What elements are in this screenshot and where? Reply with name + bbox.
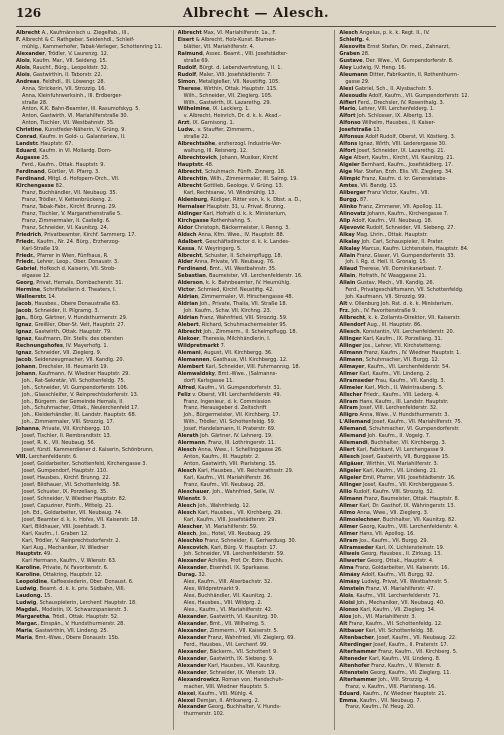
directory-entry: Josef, Bildhauer, VII. Schottenfeldg. 58. <box>22 481 121 488</box>
directory-entry: Andreas, Feldhdl., III. Löwengr. 28. <box>16 78 106 85</box>
directory-entry: Allain Gustav, Mech., VII. Kandlg. 26. <box>339 280 435 287</box>
directory-entry: Joh., Glasschleifer, V. Reinprechtsdorferstr. 13. <box>22 391 139 398</box>
directory-entry: Wilhelmine, IX. Lackierg. 1. <box>177 106 250 113</box>
directory-entry: Anton, Gastwirth, VIII. Piaristeng. 15. <box>183 461 277 468</box>
page-number: 126 <box>16 6 42 20</box>
directory-entry: Alesch Joh., Wahnfriedg. 12. <box>177 502 251 509</box>
directory-entry: Alexander, Eisenhdl. IX. Sparkasse. <box>177 565 270 572</box>
directory-column-2 <box>178 30 336 730</box>
directory-entry: Anton, Kaufm., III. Hauptstr. 2. <box>183 454 260 461</box>
directory-entry: Ignaz, Gastwirth, Ottak. Hauptstr. 79. <box>16 328 112 335</box>
directory-entry: Albrecht Max, VI. Mariahilferstr. 1a., F. <box>177 30 276 36</box>
directory-entry: Allesch Josef, Gastwirth, VII. Burggasse 15. <box>339 454 450 461</box>
directory-entry: Alesch Angelus, p. k. k. Regt. II., IV. <box>339 30 430 36</box>
directory-entry: Augasse 25. <box>16 155 50 162</box>
directory-entry: Alexander, Gastwirth, VI. Kaunitzg. 30. <box>177 614 279 621</box>
directory-entry: Alligro Anna, Wwe., V. Hundsthurmerstr. 3. <box>339 412 450 419</box>
directory-entry: Kirchgasse Rothenhahng. 5. <box>177 217 252 224</box>
directory-entry: Josefstraße 13. <box>339 127 382 134</box>
directory-entry: Alt Franz, Kaufm., VII. Schottenfeldg. 12. <box>339 621 443 628</box>
directory-entry: Josef, Gumpendorf, Hauptstr. 110. <box>22 468 108 475</box>
directory-entry: Alterhammer Joh., VIII. Strozzig. 4. <box>339 676 430 683</box>
directory-entry: Allemandi, Buchhalter, VII. Kirchbergg. 3. <box>339 440 447 447</box>
directory-entry: Alfieri Ferd., Drechsler, IV. Rosenthalg. 3. <box>339 99 445 106</box>
directory-entry: Allmer Karl, Kaufm., VII. Lindeng. 2. <box>339 370 431 377</box>
directory-entry: Alemannen, Gasthaus, VII. Kirchbergg. 12. <box>177 356 288 363</box>
directory-entry: Alkalay Marcus, Kaufm. Lichtenstein, Hauptstr. 84. <box>339 245 469 252</box>
directory-entry: Franz, Tischler, V. Margarethenstraße 5. <box>22 210 122 217</box>
directory-entry: Alexander, Bäckerm., VII. Schottenf. 9. <box>177 648 278 655</box>
directory-entry: Anton, Tischler, VII. Westbahnstr. 35. <box>22 120 115 127</box>
directory-entry: Allgäuer, Wirthin, VII. Mariahilferstr. 3. <box>339 461 439 468</box>
directory-entry: Alexander Karl, Hausbes., VII. Kaunitzg. <box>177 662 281 669</box>
directory-entry: Alkay Mag. Lhrin., Ottak. Hauptstr. <box>339 231 428 238</box>
directory-entry: Ludw., v. Stauffer, Zimmerm., <box>177 127 255 134</box>
directory-entry: Alfons Ignaz, Wirth, VIII. Lederergasse 30. <box>339 141 447 148</box>
directory-entry: Gustave, Der. Wwe., VI. Gumpendorferstr. 8. <box>339 57 454 64</box>
directory-entry: Albrecht Joh., Zimmerm., II. Scheimpflugg. 18. <box>177 328 298 335</box>
directory-entry: Alerath Joh. Gärtner, IV. Lehnerg. 19. <box>177 433 273 440</box>
directory-entry: Aldrian, Zimmermaler, VI. Hirschengasse 48. <box>177 294 294 301</box>
directory-entry: Wallnerstr. 14. <box>16 294 57 301</box>
directory-entry: Allmer Karl, Dr. Gasthof, IX. Währingerstr. 13. <box>339 502 456 509</box>
directory-entry: Joh. Schneider, VII. Lerchenfelderstr. 59. <box>183 551 285 558</box>
directory-entry: Alinovatz Johann, Kaufm., Kirchengasse 7. <box>339 210 449 217</box>
directory-entry: Victor, Schmied, Kirchf. Neustiftg. 42. <box>177 287 274 294</box>
directory-entry: Joh. Ed., Goldarbeiter, VII. Neubaug. 74. <box>22 509 123 516</box>
directory-entry: Albrecht A., Kaufmännisch u. Ziegelfab., III., <box>16 30 130 36</box>
directory-entry: Allendorf Aug., III. Hauptstr. 86. <box>339 322 422 329</box>
directory-entry: Alex, Kaufm., VIII. Alserbachstr. 32. <box>183 579 272 586</box>
directory-entry: Rudolf, Maler, VIII. Josefstädterstr. 7. <box>177 71 272 78</box>
directory-entry: Ferdinand, Bmt., VII. Westbahnstr. 35. <box>177 266 277 273</box>
directory-entry: Hauptstr. 48. <box>177 162 214 169</box>
directory-entry: Allram Josef, VIII. Lerchenfelderstr. 32. <box>339 405 438 412</box>
directory-entry: Anna, Strickerin, VII. Strozzig. 16. <box>22 85 107 92</box>
directory-entry: Allgeier Karl, Kaufm., VII. Lindeng. 21. <box>339 468 438 475</box>
directory-entry: Friedrich, Privatbeamter, Kirchf. Sammerg. 17. <box>16 231 137 238</box>
directory-entry: Ferd., Hausbes., VII. Lerchenf. 99. <box>183 641 268 648</box>
directory-entry: Franz, Kaufm., IV. Heug. 20. <box>345 704 415 711</box>
directory-entry: Alermann, Franz, III. Lothringerstr. 11. <box>177 440 276 447</box>
directory-entry: Allinger Jos., Lehrer, VII. Kirchstetterng. <box>339 342 442 349</box>
directory-entry: Josef, Tischler, II. Rembrandtstr. 13. <box>22 433 112 440</box>
directory-entry: Feliz v. Oberst, VIII. Lerchenfelderstr. 49. <box>177 391 282 398</box>
directory-entry: Karl Hermann, Kaufm., V. Wienstr. 63. <box>22 558 117 565</box>
directory-entry: Durag. 32. <box>177 572 207 579</box>
directory-entry: Jgn., Bürg. Gärtner, V. Hundsthurmerstr. 29. <box>16 315 128 322</box>
directory-entry: Hermine, Schriftstellerin d. Theaters, I. <box>16 287 117 294</box>
directory-entry: Alma Franz, Goldarbeiter, VII. Kaiserstr. 16. <box>339 565 450 572</box>
directory-entry: Kassa, IV. Weyringerg. 5. <box>177 245 242 252</box>
directory-entry: Alge Mar. Stefan, Erzh. Elis. VII. Zieglerg. 34. <box>339 169 453 176</box>
directory-entry: Aldenburg, Rüdiger, Ritter von, k. k. Dbst. a. D., <box>177 196 302 203</box>
directory-entry: Alexander, Bmt., VII. Wilhelmg. 5. <box>177 621 266 628</box>
directory-entry: Karl, Kaufm., I. Graben 12. <box>22 530 89 537</box>
directory-entry: Alex, Buchhändler, VII. Kaunitzg. 2. <box>183 593 273 600</box>
directory-entry: Aldrian Joh., Private, Thalia, VII. Straße 18. <box>177 301 288 308</box>
directory-entry: Altenbacher, Josef, Kaufm., VII. Neubaug. 22. <box>339 634 457 641</box>
directory-entry: Aleschko Franz, Schneider, II. Gerhardusg. 30. <box>177 537 297 544</box>
directory-entry: Allwerter Georg, Ottak., Hauptstr. 4. <box>339 558 434 565</box>
directory-entry: Franz, Zimmermaler, II. Castellg. 6. <box>22 217 111 224</box>
directory-entry: Joh. Kaufmann, VII. Strozzig. 99. <box>345 294 426 301</box>
directory-entry: Magdal., Modistin, IX. Schwarzspanierstr. 3. <box>16 607 129 614</box>
directory-entry: Alexander, Zimmerm., VII. Kaiserstr. 5. <box>177 627 279 634</box>
directory-entry: Almásy Adolf, Kaufm., VII. Burgg. 92. <box>339 572 435 579</box>
directory-entry: Joh., Zimmermaler, VIII. Strozzig. 17. <box>22 419 115 426</box>
directory-entry: Allain, Hofrath, IV. Waaggasse 21. <box>339 273 427 280</box>
directory-entry: Conrad, Kaufm. in Gold- u. Galanteriew., II. <box>16 134 126 141</box>
directory-entry: Alois, Kaufm. Mar., VII. Seideng. 15. <box>16 57 108 64</box>
directory-entry: Alinko Franz, Zimmerer, VII. Apollog. 11. <box>339 203 443 210</box>
directory-entry: Aleumann Ditter, Fabrikantin, II. Rothenthurm- <box>339 71 459 78</box>
directory-entry: Aldsch Anna, Kfm. Wwe., IV. Hauptstr. 88. <box>177 231 285 238</box>
directory-entry: Johann, Kaufmann, IV. Wiedner Hauptstr. 29. <box>16 370 130 377</box>
directory-entry: Albrecht, Schuhmach. Fünfh. Zinnerg. 18. <box>177 169 286 176</box>
directory-entry: Allgeier Emil, Pfarrer, VIII. Josefstädterstr. 16. <box>339 475 456 481</box>
directory-entry: Alexander, Gastwirth, IX. Siebeng. 9. <box>177 655 274 662</box>
directory-entry: Emma, Kaufm., VII. Neubaug. 7. <box>339 697 422 704</box>
directory-entry: Franz, Herausgeber d. Zeitschrift <box>183 405 267 412</box>
directory-entry: Wildpretmarkt 7. <box>177 342 226 349</box>
directory-entry: Georg, Privat, Hernals, Dornbacherstr. 31. <box>16 280 124 287</box>
directory-entry: Karl-Straße 19. <box>22 245 60 252</box>
directory-entry: Frz. Joh., IV. Favoritenstraße 9. <box>339 308 417 315</box>
directory-entry: Alterhammer Franz, Kaufm., VII. Kirchberg. 5. <box>339 648 458 655</box>
directory-entry: Alt v. Ollenburg Joh. Rst. d. k. k. Ministerium, <box>339 301 453 308</box>
directory-entry: Karoline, Ottakring, Hauptstr. 12. <box>16 572 103 579</box>
directory-entry: Allert Karl, Fabrikant, VI. Lerchengasse 9. <box>339 447 446 454</box>
directory-entry: Alesch Karl, Hausbes., VII. Kirchberg. 29. <box>177 509 283 516</box>
directory-entry: Ferd., Kaufm., Ottak. Hauptstr. 9. <box>22 162 106 169</box>
directory-entry: Allmoslechner, Buchhalter, VII. Kaunitzg. 82. <box>339 516 457 523</box>
directory-entry: L'Allemand Josef, Kaufm., VII. Mariahilferstr. 75. <box>339 419 463 426</box>
directory-entry: elgasse 12. <box>22 273 51 280</box>
directory-entry: Simon, Metallgießer, VII. Neustiftg. 105. <box>177 78 280 85</box>
directory-entry: Franz, v. Kaufm., VIII. Piaristeng. 16. <box>345 683 436 690</box>
directory-entry: Karl, Bildhauer, VIII. Josefstadt. 3. <box>22 523 107 530</box>
directory-entry: Wilh., Schneider, VII. Zieglerg. 105. <box>183 92 273 99</box>
directory-entry: Aley Ludwig, IV. Heng. 16. <box>339 64 407 71</box>
directory-entry: Alembert Karl, Schneider, VIII. Fuhrmannsg. 18. <box>177 363 301 370</box>
directory-entry: Jacob, Seidenzeugmacher, VII. Kandlg. 20. <box>16 356 125 363</box>
directory-entry: Alekoer, Theresia, Milchhändlerin, I. <box>177 335 271 342</box>
directory-entry: Anna, Kleinfuhrwerksinh., III. Erdberger- <box>22 92 123 99</box>
directory-entry: Aldrian Franz, Wahnfried, VIII. Strozzig. 59. <box>177 315 288 322</box>
directory-entry: Arzt, IX. Garnisong. 1. <box>177 120 235 127</box>
directory-entry: Graben 28. <box>339 50 370 57</box>
directory-entry: Eisert & Albrecht, Holz-Kunst. Blumen- <box>177 36 277 43</box>
directory-entry: Alebert, Richard, Schuhmachermeister 95. <box>177 322 288 329</box>
directory-entry: Ignaz, Greißler, Ober-St. Veit, Hauptstr. 27. <box>16 322 126 329</box>
directory-entry: straße 28. <box>22 99 48 106</box>
directory-entry: Almásy Ludwig, Privat, VII. Westbahnstr. 5. <box>339 579 449 586</box>
directory-entry: Anton, K.K. Bahn-Beamter, III. Rasumofskyg. 5. <box>22 106 141 113</box>
directory-entry: Alos Joh., VII. Mariahilferstr. 3. <box>339 614 417 621</box>
directory-entry: v. Albrecht, Heinrich, Dr. d. k. k. Akad.- <box>183 113 281 120</box>
directory-entry: Friedr., Lehrer, Leop., Ober. Donaustr. 3. <box>16 259 119 266</box>
directory-entry: Ferdinand, Gürtler, VI. Pfarrg. 3. <box>16 169 100 176</box>
directory-entry: Allramseder Frau, Kaufm., VII. Kandlg. 3. <box>339 377 446 384</box>
directory-entry: Allemand Joh. Kaufm., II. Vogelg. 7. <box>339 433 431 440</box>
directory-entry: Leopoldine, Kaffeesiederin, Ober. Donaust. 6. <box>16 579 134 586</box>
directory-entry: Alemwaldsky, Bmt.-Wwe., (Salmanns- <box>177 370 278 377</box>
directory-column-1 <box>16 30 174 730</box>
directory-entry: Josef, Goldarbeiter, Schottenfeld, Kirchengasse 3. <box>22 461 148 468</box>
directory-entry: Allmann, Schuhmacher, VII. Burgg. 12. <box>339 356 440 363</box>
directory-entry: Altbauer Karl, VII. Schottenfeldg. 38. <box>339 627 435 634</box>
directory-entry: Allmann Franz, Kaufm., IV. Wiedner Hauptstr. 1. <box>339 349 461 356</box>
directory-entry: Allmeier Karl, Mich., II. Weintraubeng. 5. <box>339 384 444 391</box>
directory-entry: Allio Rudolf, Kaufm. VIII. Strozzig. 32. <box>339 488 435 495</box>
running-title: Albrecht — Alesch. <box>182 6 330 21</box>
directory-entry: Allinger Karl, Kaufm., IX. Porzellang. 31. <box>339 335 443 342</box>
directory-entry: Alexei, Kaufm., VIII. Mühlg. 4. <box>177 690 254 697</box>
directory-entry: Amtes, VII. Bandg. 13. <box>339 182 398 189</box>
directory-entry: Allweis Georg, Hausbes., II. Zirkusg. 13. <box>339 551 442 558</box>
directory-entry: Allscher Friedr., Kaufm., VIII. Lederg. 4. <box>339 391 440 398</box>
directory-entry: Josef, fürstl. Kammerdiener d. Kaiserin, Schönbrunn, <box>22 447 154 454</box>
directory-entry: Sebastian, Baumeister, VII. Lerchenfelderstr. 16. <box>177 273 303 280</box>
directory-entry: thurmerstr. 102. <box>183 711 225 718</box>
directory-entry: Josef, Hausbes., Kirchf. Brunng. 22. <box>22 475 111 481</box>
directory-entry: Altenhofer Franz, Kaufm., V. Wienstr. 8. <box>339 662 442 669</box>
directory-entry: Alexovits Ernst Stefan, Dr. med., Zahnarzt, <box>339 43 451 50</box>
directory-entry: Eduard, Kaufm., IV. Wiedner Hauptstr. 21. <box>339 690 447 697</box>
directory-entry: Ferdinand, Mitgl. d. Hofopern-Orch., VII. <box>16 176 120 183</box>
directory-entry: Alexander Franz, Wahnfried, VII. Zieglerg. 69. <box>177 634 296 641</box>
directory-entry: Allramseder Karl, IX. Lichtensteinstr. 19. <box>339 544 445 551</box>
directory-entry: Aljevović Rudolf, Schneider, VII. Siebeng. 27. <box>339 224 456 231</box>
directory-entry: Friedr., Pfarrer in Wien, Fünfhaus, R. <box>16 252 109 259</box>
directory-entry: Alip Adolf, Kaufm., VII. Neubaug. 18. <box>339 217 433 224</box>
directory-entry: Alexei Demjan, II. Afrikanerg. 2. <box>177 697 260 704</box>
directory-entry: Allmayer, Kaufm., VII. Lerchenfelderstr. 54. <box>339 363 451 370</box>
directory-entry: Alescher, VI. Mariahilferstr. 59. <box>177 523 258 530</box>
directory-entry: Aliberger Franz Victor, Kaufm., VII. <box>339 189 430 196</box>
directory-entry: Margaretha, Trödl., Ottak. Hauptstr. 52. <box>16 614 119 621</box>
directory-entry: Albrechtsöhe, erzherzogl. Industrie-Ver- <box>177 141 282 148</box>
directory-entry: Schleifg. 4. <box>339 36 371 43</box>
directory-entry: Friedr., Kaufm., Nr. 24. Bürg., Erzherzog- <box>16 238 120 245</box>
directory-entry: Franz, Schneider, VI. Kaunitzg. 24. <box>22 224 109 231</box>
directory-entry: VIII. Lerchenfelderstr. 6. <box>16 454 78 461</box>
directory-entry: Joh., Schneider, VI. Gumpendorferstr. 106. <box>22 384 129 391</box>
directory-entry: Allmer Hans, VII. Apollog. 16. <box>339 530 415 537</box>
directory-entry: Alois, Gastwirthin, II. Taborstr. 22. <box>16 71 103 78</box>
directory-entry: Joh., Rat-Sekretär, VII. Schottenfeldg. 75. <box>22 377 126 384</box>
directory-entry: Mario, Lehrer, VIII. Lerchenfelderg. 1. <box>339 106 435 113</box>
directory-entry: Therese, Wirthin, Ottak. Hauptstr. 115. <box>177 85 278 92</box>
directory-entry: Franz, Kaufm., VII. Neubaug. 28. <box>183 481 265 488</box>
directory-entry: Alexandrowicz, Roman von, Handschuh- <box>177 676 284 683</box>
directory-entry: Alex, Wildpretmarkt 9. <box>183 586 241 593</box>
directory-entry: Alterdinger Josef, Kaufm., II. Praterstr. 17. <box>339 641 449 648</box>
directory-entry: Hernalser Hauptstr. 31, u. Privat. Brunng. <box>177 203 286 210</box>
directory-entry: Algeier Bernhard, Kaufm., Josefstädterg. 17. <box>339 162 453 169</box>
directory-entry: Joh. I. Rg. d. Heil. II. Gronalg. 15. <box>345 259 428 266</box>
directory-entry: Almstein Franz, VI. Mariahilferstr. 47. <box>339 586 435 593</box>
directory-entry: Josef, Capuziner, Fünfh., Mittelg. 21. <box>22 502 114 509</box>
directory-entry: Josef, Schneider, V. Wiedner Hauptstr. 82. <box>22 495 127 502</box>
directory-entry: Alonso Karl, Kaufm., VII. Zieglerg. 34. <box>339 607 436 614</box>
directory-entry: macher, VIII. Wiedner Hauptstr. 5. <box>183 683 269 690</box>
directory-entry: Ferd., Privatgeschäftsmann, VII. Schottenfeldg. <box>345 287 464 294</box>
directory-entry: Burgg. 87. <box>339 196 368 203</box>
directory-entry: Alfonsus Adolf Rudolf, Oberst, VI. Köstlerg. 3. <box>339 134 456 141</box>
directory-entry: Johann, Drechsler, III. Heumarkt 19. <box>16 363 109 370</box>
directory-entry: Joh. Kaufm., Schw. VII. Kirchng. 23. <box>183 308 272 315</box>
page-header <box>16 6 496 27</box>
directory-entry: Gabriel, Hofkoch d. Kaiserin, VII. Strob- <box>16 266 117 273</box>
directory-entry: Ludwig, Beamt. d. k. k. priv. Südbahn, VIII. <box>16 586 126 593</box>
directory-entry: Alexander Georg, Buchhalter, V. Hunds- <box>177 704 281 711</box>
directory-entry: Allain Franz, Glaser, VI. Gumpendorferstr. 33. <box>339 252 456 259</box>
directory-entry: blätter, VII. Mariahilferstr. 4. <box>183 43 255 50</box>
directory-entry: straße 69. <box>183 57 210 64</box>
directory-entry: Anton, Gastwirth, VI. Mariahilferstraße 30. <box>22 113 129 120</box>
directory-entry: Alexander, Schneider, IX. Wienstr. 19. <box>177 669 277 676</box>
directory-entry: F. Albrecht & C. Rathgeber, Seidenhdl., Schleif- <box>16 36 135 43</box>
directory-entry: Josef, Beamter d. k. k. Hofes, VII. Kaiserstr. 18. <box>22 516 140 523</box>
directory-entry: Karl, Rechtsanw., VI. Windmühlg. 13. <box>183 189 277 196</box>
directory-entry: Wilh., Trödler, VII. Schottenfeldg. 59. <box>183 419 276 426</box>
directory-entry: Albrecht Gottlieb, Geologe, V. Grüng. 13. <box>177 182 284 189</box>
directory-entry: Allmer Georg, Kaufm., VIII. Lerchenfelderstr. 4. <box>339 523 459 530</box>
directory-entry: Alderson, k. k. Bahnbeamter, IV. Heumühlg. <box>177 280 291 287</box>
directory-entry: mühlg., Kammerhofer, Tabak-Verleger, Schottenring 11. <box>22 43 163 50</box>
directory-entry: Alfred, Kaufm., VI. Gumpendorferstr. 31. <box>177 384 282 391</box>
directory-entry: waltung, III. Reisnerg. 12. <box>183 148 248 155</box>
directory-entry: Albrecht, Schuster, II. Scheimpflugg. 18. <box>177 252 283 259</box>
directory-entry: Alimpić Franz, Kaufm. d. kr. Generalstabs- <box>339 176 448 183</box>
directory-entry: Ignaz, Kaufmann, Dir. Stellv. des obersten <box>16 335 124 342</box>
directory-entry: Allemand, Schuhmacher, VI. Gumpendorferstr. <box>339 426 460 433</box>
directory-entry: Allaud Therese, VII. Dominikanerbast. 7. <box>339 266 443 273</box>
directory-entry: Alemani, August, VII. Kirchbergg. 36. <box>177 349 273 356</box>
directory-entry: Albrechtin, Wilh., Zimmermaler, III. Salmg. 19. <box>177 176 298 183</box>
directory-entry: Jacob, Schneider, II. Pilgramg. 3. <box>16 308 100 315</box>
directory-entry: Alkalay Joh. Carl, Schauspieler, II. Prater. <box>339 238 444 245</box>
directory-entry: Karl Aug., Mechaniker, IV. Wiedner <box>22 544 109 551</box>
directory-entry: Ignaz, Schneider, VII. Zieglerg. 9. <box>16 349 102 356</box>
directory-entry: Alescovich, Karl, Bürg. V. Hauptstr. 17. <box>177 544 278 551</box>
directory-entry: Aldor Christoph, Bäckermeister, I. Renng. 3. <box>177 224 290 231</box>
directory-entry: Alge Albert, Kaufm., Kirchf., VII. Kaunitzg. 21. <box>339 155 455 162</box>
directory-entry: Alesch Anna, Wwe., I. Schellinggasse 26. <box>177 447 283 454</box>
directory-entry: Albrechtovich, Johann, Musiker, Kirchf. <box>177 155 279 162</box>
directory-entry: Aldinger Karl, Hofrath d. k. k. Ministerium, <box>177 210 287 217</box>
directory-entry: Allbrecht, k. k. Zollamts-Direktor, VII. Kaiserstr. <box>339 315 461 322</box>
directory-entry: Aloisi Joh., Mechaniker, VII. Neubaug. 40. <box>339 600 445 607</box>
directory-entry: Aleschauer, Joh., Wahnfried, Seile, IV. <box>177 488 275 495</box>
directory-entry: Rudolf, Bürgt. d. Lebendvertretung, II. 1. <box>177 64 283 71</box>
directory-entry: Margar., Einspän., V. Hundsthurmerstr. 28. <box>16 621 125 628</box>
directory-entry: Maria, Bmt.-Wwe., Obere Donaustr. 15b. <box>16 634 120 641</box>
directory-entry: Allram Jos., Kaufm., VII. Burgg. 29. <box>339 537 429 544</box>
directory-entry: Alex, Hausbes., VIII. Wildprg. 2. <box>183 600 263 607</box>
directory-entry: Joh., Kleiderhändler, III. Landstr. Hauptstr. 68. <box>22 412 137 419</box>
directory-entry: Wienstr. 9. <box>177 495 208 502</box>
directory-entry: Alexander Achilles, Prof. Dr. Edm. Buchh. <box>177 558 284 565</box>
directory-entry: Christine, Kunstfeder-Näherin, V. Grüng. 9. <box>16 127 126 134</box>
directory-entry: Rechnungshofes, IV. Mayerhofg. 1. <box>16 342 109 349</box>
directory-entry: Wilh., Gastwirth, IX. Lazarethg. 29. <box>183 99 272 106</box>
directory-entry: Franz, Tabak-Fabr., Kirchf. Brunng. 29. <box>22 203 117 210</box>
directory-entry: Altenstein Georg, Kaufm., VII. Zieglerg. 11. <box>339 669 452 676</box>
directory-entry: Raimund, Assec. Beamt., VIII. Josefstädter- <box>177 50 288 57</box>
directory-column-3 <box>339 30 496 730</box>
directory-entry: Alexander, Trödler, V. Laurenzg. 12. <box>16 50 109 57</box>
directory-entry: Karl, Kaufm., VIII. Josefstädterstr. 29. <box>183 516 277 523</box>
directory-entry: Allinger Josef, Kaufm., VII. Kirchberggasse 5. <box>339 481 454 488</box>
directory-entry: Alex., Kaufm., VI. Mariahilferstr. 42. <box>183 607 273 614</box>
directory-entry: Alexi Gabriel, Sch., II. Alysbachstr. 5. <box>339 85 434 92</box>
directory-entry: Alteneder Karl, Kaufm., VII. Lindeng. 8. <box>339 655 441 662</box>
directory-entry: Karl, Trödler, V. Reinprechtsdorferstr. 2. <box>22 537 121 544</box>
directory-entry: Alexoudis Adolf, Kaufm., VII. Gumpendorferstr. 12. <box>339 92 470 99</box>
directory-entry: Hauptstr. 49. <box>16 551 52 558</box>
directory-entry: Laudong. 15. <box>16 593 52 600</box>
directory-entry: Alesch, Jos., Hotel, VII. Neubaug. 29. <box>177 530 272 537</box>
directory-entry: Franz, Trödler, V. Kettenbrückeng. 2. <box>22 196 113 203</box>
directory-entry: Alois, Rauchf., Bürg., Leopoldstr. 32. <box>16 64 109 71</box>
directory-entry: Karl, Kaufm., VII. Mariahilferstr. 36. <box>183 475 272 481</box>
directory-entry: Allesch, Konstantin, VII. Lerchenfelderstr. 20. <box>339 328 455 335</box>
directory-entry: Joh., Bürgerm. der Gemeinde Hernals, II. <box>22 398 124 405</box>
directory-entry: dorf) Karlsgasse 11. <box>183 377 234 384</box>
directory-entry: Joh., Schuhmacher, Ottak., Neulerchenfeld 17. <box>22 405 139 412</box>
directory-entry: Josef, Schuster, IX. Porzellang. 35. <box>22 488 108 495</box>
directory-columns <box>16 30 496 730</box>
directory-entry: Alfort Josef, Schneider, IX. Lazarethg. 21. <box>339 148 446 155</box>
directory-entry: Alois, Kaufm., VIII. Lerchenfelderstr. 71. <box>339 593 441 600</box>
directory-entry: straße 22. <box>183 134 210 141</box>
directory-entry: Allram Hans, Kaufm., III. Landstr. Hauptstr. <box>339 398 449 405</box>
directory-entry: Karoline, Private, IV. Favoritenstr. 6. <box>16 565 109 572</box>
directory-entry: Alder Anna, Private, VII. Neubaug. 76. <box>177 259 275 266</box>
directory-entry: Johanna, Private, VII. Kirchbergg. 10. <box>16 426 111 433</box>
directory-entry: Kirchengasse 82. <box>16 182 64 189</box>
directory-entry: Alfonso Wilhelm, Hausbes., II. Kaiser- <box>339 120 436 127</box>
directory-entry: Adalbert, Geschäftsdirector d. k. k. Landes- <box>177 238 290 245</box>
directory-entry: Franz, Ingenieur, d. k. Commission <box>183 398 271 405</box>
directory-entry: Josef, Handelsmann, II. Praterstr. 69. <box>183 426 276 433</box>
directory-entry: Eduard, Kaufm. in VI. Mollardg. Dorn- <box>16 148 112 155</box>
directory-entry: Landstr. Hauptstr. 67. <box>16 141 73 148</box>
directory-entry: Alesch Karl, Hausbes., VII. Reichsrathsstr. 29. <box>177 468 294 475</box>
directory-entry: Allmann Franz, Baumeister, Ottak. Hauptstr. 8. <box>339 495 460 502</box>
directory-entry: Allmo Anna, Wwe., VII. Zieglerg. 3. <box>339 509 429 516</box>
directory-entry: Jacob, Hausbes., Obere Donaustraße 63. <box>16 301 120 308</box>
directory-entry: Ludwig, Schauspielerin, Lerchenf. Hauptstr. 18. <box>16 600 137 607</box>
directory-entry: gasse 29. <box>345 78 370 85</box>
directory-entry: Joh., Bürgermeister, VII. Kirchberg. 17. <box>183 412 281 419</box>
directory-entry: Josef, R. K., VII. Neubaug. 56. <box>22 440 96 447</box>
directory-entry: Franz, Buchhändler, VII. Neubaug. 35. <box>22 189 118 196</box>
directory-entry: Alfort Joh. Schlosser, IX. Albertg. 13. <box>339 113 433 120</box>
directory-entry: Maria, Gastwirthin, VII. Lindeng. 25. <box>16 627 109 634</box>
